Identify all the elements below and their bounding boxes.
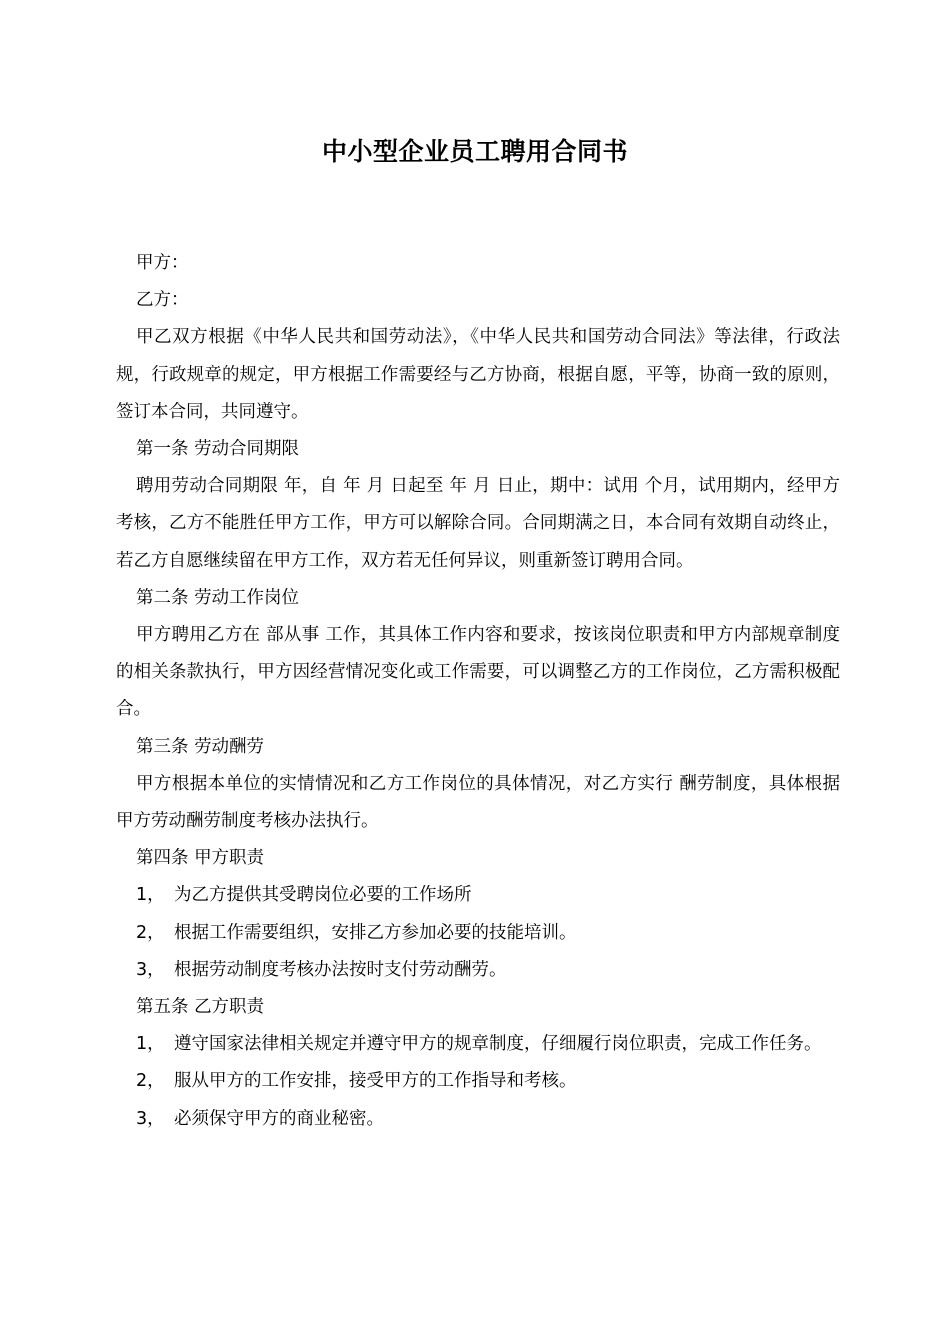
article-1-text: 聘用劳动合同期限 年，自 年 月 日起至 年 月 日止，期中：试用 个月，试用期内，经甲方考核，乙方不能胜任甲方工作，甲方可以解除合同。合同期满之日，本合同有效期自动终止，若乙方自愿继续留在甲方工作，双方若无任何异议，则重新签订聘用合同。 (116, 476, 840, 571)
item-text: 根据劳动制度考核办法按时支付劳动酬劳。 (174, 959, 507, 980)
article-2-text: 甲方聘用乙方在 部从事 工作，其具体工作内容和要求，按该岗位职责和甲方内部规章制度的相关条款执行，甲方因经营情况变化或工作需要，可以调整乙方的工作岗位，乙方需积极配合。 (116, 625, 840, 720)
article-4-item-3 (116, 952, 840, 989)
item-text: 为乙方提供其受聘岗位必要的工作场所 (174, 885, 472, 906)
article-5-item-1 (116, 1026, 840, 1063)
article-3-heading: 第三条 劳动酬劳 (136, 736, 265, 757)
item-text: 必须保守甲方的商业秘密。 (174, 1108, 384, 1129)
item-number: 1， (136, 885, 165, 906)
article-4-heading: 第四条 甲方职责 (136, 848, 265, 869)
item-text: 根据工作需要组织，安排乙方参加必要的技能培训。 (174, 922, 577, 943)
document-body (116, 245, 840, 1138)
article-5-item-2 (116, 1063, 840, 1100)
item-number: 3， (136, 959, 165, 980)
article-5-heading: 第五条 乙方职责 (136, 997, 265, 1018)
article-1-heading: 第一条 劳动合同期限 (136, 439, 300, 460)
paragraph-party-b: 乙方： (136, 290, 189, 311)
item-number: 2， (136, 922, 165, 943)
item-text: 服从甲方的工作安排，接受甲方的工作指导和考核。 (174, 1071, 577, 1092)
article-4-item-2 (116, 915, 840, 952)
item-number: 3， (136, 1108, 165, 1129)
item-number: 2， (136, 1071, 165, 1092)
article-3-text: 甲方根据本单位的实情情况和乙方工作岗位的具体情况，对乙方实行 酬劳制度，具体根据甲方劳动酬劳制度考核办法执行。 (116, 773, 840, 832)
item-number: 1， (136, 1034, 165, 1055)
article-5-item-3 (116, 1101, 840, 1138)
document-title: 中小型企业员工聘用合同书 (321, 137, 628, 166)
item-text: 遵守国家法律相关规定并遵守甲方的规章制度，仔细履行岗位职责，完成工作任务。 (174, 1034, 822, 1055)
article-4-item-1 (116, 877, 840, 914)
article-2-heading: 第二条 劳动工作岗位 (136, 587, 300, 608)
paragraph-preamble: 甲乙双方根据《中华人民共和国劳动法》，《中华人民共和国劳动合同法》等法律，行政法规，行政规章的规定，甲方根据工作需要经与乙方协商，根据自愿，平等，协商一致的原则，签订本合同，共同遵守。 (116, 327, 840, 422)
paragraph-party-a: 甲方： (136, 253, 189, 273)
